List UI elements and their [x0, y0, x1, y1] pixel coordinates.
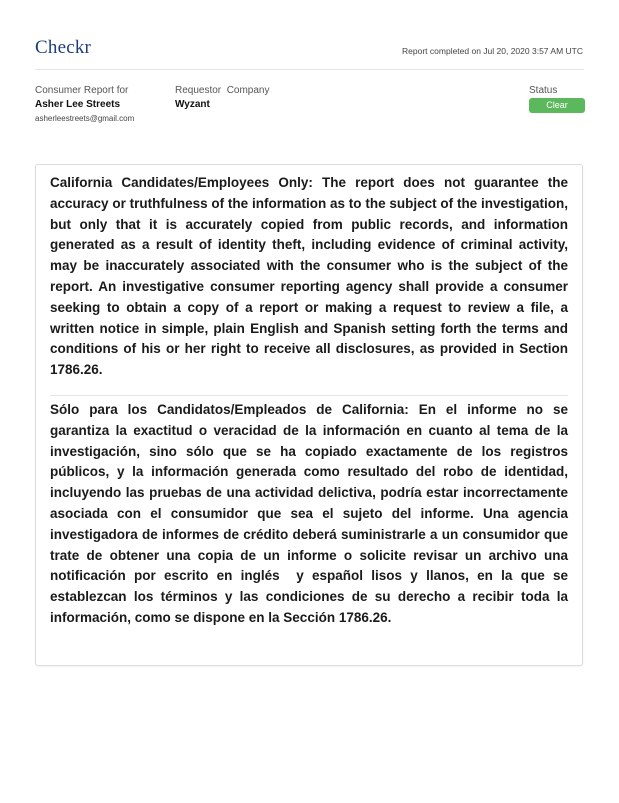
status-label: Status [529, 85, 558, 96]
report-completed-timestamp: Report completed on Jul 20, 2020 3:57 AM UTC [402, 46, 583, 56]
requestor-company: Wyzant [175, 99, 210, 110]
requestor-info [175, 84, 270, 112]
status-info [529, 84, 585, 113]
notice-spanish: Sólo para los Candidatos/Empleados de California: En el informe no se garantiza la exactitud o veracidad de la información en cuanto al tema de la investigación, sino sólo que se ha copiado exactamente de los registros públicos, y la información generada como resultado del robo de identidad, incluyendo las pruebas de una actividad delictiva, podría estar incorrectamente asociada con el consumidor que sea el sujeto del informe. Una agencia investigadora de informes de crédito deberá suministrarle a un consumidor que trate de obtener una copia de un informe o solicite revisar un archivo una notificación por escrito en inglés y español lisos y llanos, en la que se establezcan los términos y las condiciones de su derecho a recibir toda la información, como se dispone en la Sección 1786.26. [50, 402, 572, 625]
notice-divider [50, 395, 568, 396]
california-notice-card [35, 164, 583, 666]
consumer-label: Consumer Report for [35, 85, 129, 96]
consumer-email: asherleestreets@gmail.com [35, 114, 135, 123]
notice-english: California Candidates/Employees Only: The report does not guarantee the accuracy or truthfulness of the information as to the subject of the investigation, but only that it is accurately copied from public records, and information generated as a result of identity theft, including evidence of criminal activity, may be inaccurately associated with the consumer who is the subject of the report. An investigative consumer reporting agency shall provide a consumer seeking to obtain a copy of a report or making a request to review a file, a written notice in simple, plain English and Spanish setting forth the terms and conditions of his or her right to receive all disclosures, as provided in Section 1786.26. [50, 175, 568, 378]
header-divider [35, 69, 584, 70]
status-badge: Clear [529, 98, 585, 113]
consumer-name: Asher Lee Streets [35, 99, 121, 110]
requestor-label: Requestor Company [175, 85, 270, 96]
consumer-info [35, 84, 134, 126]
checkr-logo: Checkr [35, 37, 92, 58]
